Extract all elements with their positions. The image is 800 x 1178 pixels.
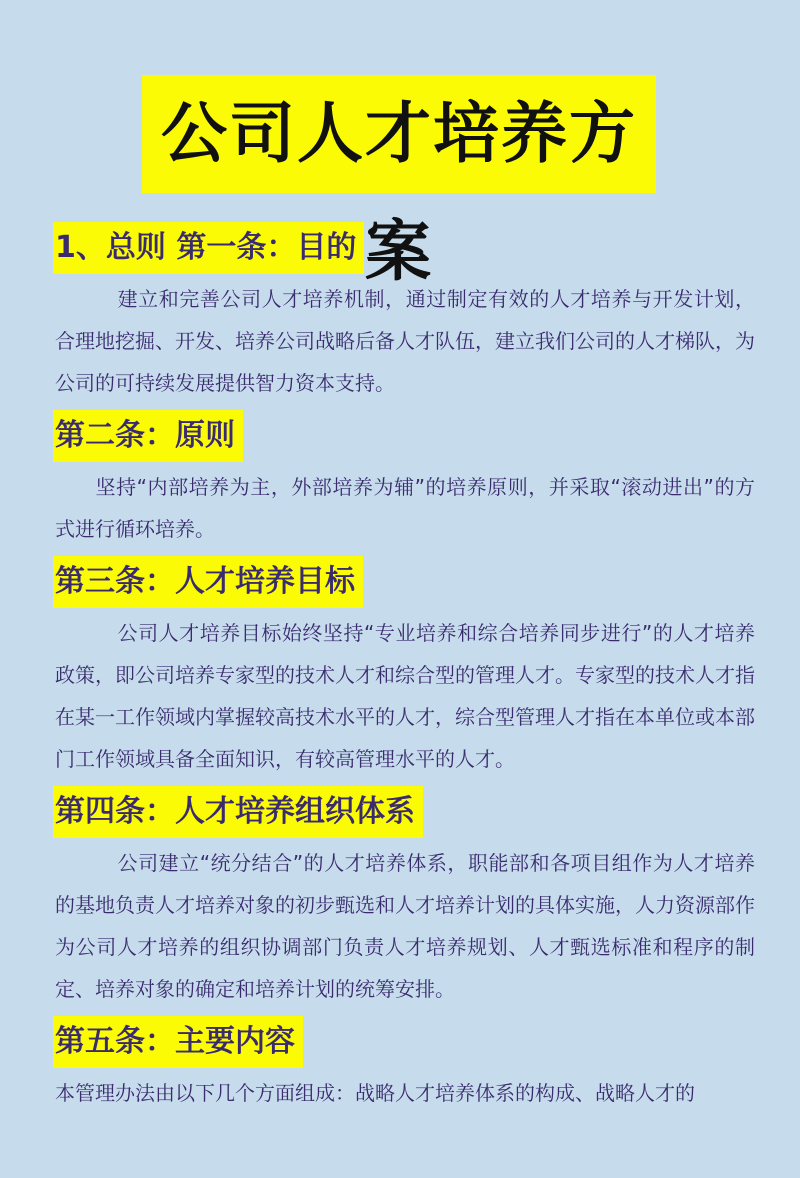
section-body-purpose — [55, 278, 755, 404]
section-heading-goal: 第三条：人才培养目标 — [53, 556, 363, 608]
section-heading-purpose: 1、总则 第一条：目的 — [53, 222, 364, 274]
section-body-goal-text: 公司人才培养目标始终坚持“专业培养和综合培养同步进行”的人才培养政策，即公司培养专家型的技术人才和综合型的管理人才。专家型的技术人才指在某一工作领域内掌握较高技术水平的人才，综合型管理人才指在本单位或本部门工作领域具备全面知识，有较高管理水平的人才。 — [55, 621, 755, 771]
section-body-goal — [55, 612, 755, 780]
section-body-organization-text: 公司建立“统分结合”的人才培养体系，职能部和各项目组作为人才培养的基地负责人才培养对象的初步甄选和人才培养计划的具体实施，人力资源部作为公司人才培养的组织协调部门负责人才培养规划、人才甄选标准和程序的制定、培养对象的确定和培养计划的统筹安排。 — [55, 851, 755, 1001]
section-body-content — [55, 1072, 755, 1114]
section-body-purpose-text: 建立和完善公司人才培养机制，通过制定有效的人才培养与开发计划，合理地挖掘、开发、培养公司战略后备人才队伍，建立我们公司的人才梯队，为公司的可持续发展提供智力资本支持。 — [55, 287, 755, 395]
section-body-organization — [55, 842, 755, 1010]
section-body-principle-text: 坚持“内部培养为主，外部培养为辅”的培养原则，并采取“滚动进出”的方式进行循环培养。 — [55, 475, 755, 541]
section-heading-principle: 第二条：原则 — [53, 410, 243, 462]
section-body-principle — [55, 466, 755, 550]
page-title: 公司人才培养方案 — [142, 75, 656, 193]
section-body-content-text: 本管理办法由以下几个方面组成：战略人才培养体系的构成、战略人才的 — [55, 1081, 695, 1105]
section-heading-content: 第五条：主要内容 — [53, 1016, 303, 1068]
section-heading-organization: 第四条：人才培养组织体系 — [53, 786, 423, 838]
